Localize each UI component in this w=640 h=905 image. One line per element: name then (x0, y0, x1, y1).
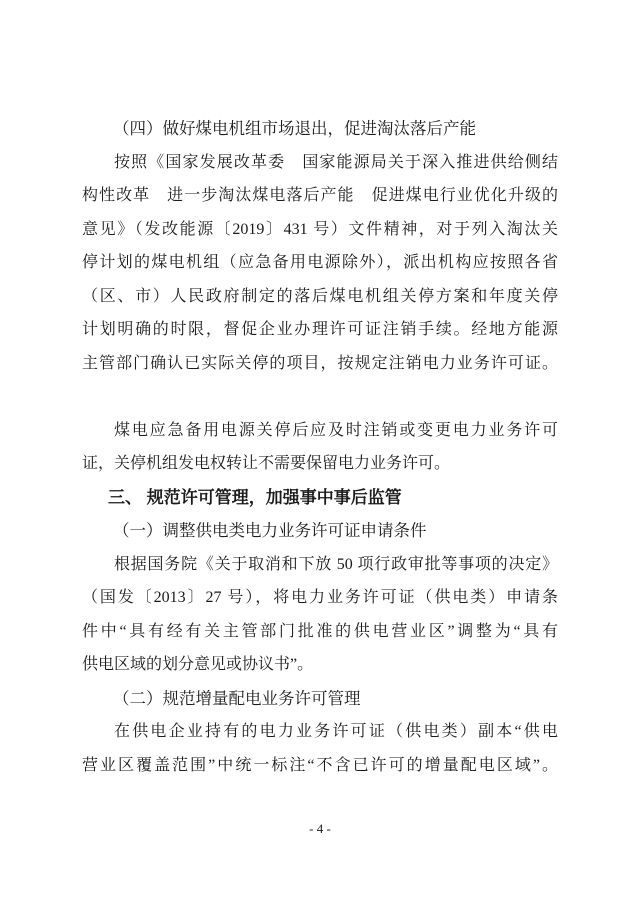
paragraph-coal-closure (82, 146, 558, 381)
section-heading-3: 三、 规范许可管理，加强事中事后监管 (108, 487, 402, 507)
subsection-heading-2: （二）规范增量配电业务许可管理 (113, 688, 361, 708)
text-line: 证，关停机组发电权转让不需要保留电力业务许可。 (82, 455, 451, 472)
page-number: - 4 - (309, 821, 331, 836)
text-line: 在供电企业持有的电力业务许可证（供电类）副本“供电 (114, 723, 558, 740)
text-line: 根据国务院《关于取消和下放 50 项行政审批等事项的决定》 (114, 555, 558, 573)
document-content (82, 112, 558, 782)
paragraph-license-condition (82, 548, 558, 682)
paragraph-incremental-distribution (82, 715, 558, 782)
blank-line (82, 380, 558, 414)
text-line: （区、市）人民政府制定的落后煤电机组关停方案和年度关停 (82, 287, 558, 305)
text-line: 按照《国家发展改革委 国家能源局关于深入推进供给侧结 (114, 153, 558, 171)
text-line: 停计划的煤电机组（应急备用电源除外），派出机构应按照各省 (82, 254, 558, 271)
text-line: 计划明确的时限，督促企业办理许可证注销手续。经地方能源 (82, 321, 558, 338)
text-line: （国发〔2013〕27 号），将电力业务许可证（供电类）申请条 (82, 589, 558, 606)
text-line: 意见》（发改能源〔2019〕431 号）文件精神，对于列入淘汰关 (82, 220, 558, 238)
text-line: 营业区覆盖范围”中统一标注“不含已许可的增量配电区域”。 (82, 756, 558, 774)
subsection-heading-1: （一）调整供电类电力业务许可证申请条件 (113, 521, 427, 540)
paragraph-emergency-backup (82, 414, 558, 481)
text-line: 件中“具有经有关主管部门批准的供电营业区”调整为“具有 (82, 622, 558, 640)
section-heading-4: （四）做好煤电机组市场退出，促进淘汰落后产能 (113, 119, 476, 138)
text-line: 煤电应急备用电源关停后应及时注销或变更电力业务许可 (114, 421, 558, 439)
text-line: 供电区域的划分意见或协议书”。 (82, 656, 314, 673)
text-line: 主管部门确认已实际关停的项目，按规定注销电力业务许可证。 (82, 354, 558, 372)
text-line: 构性改革 进一步淘汰煤电落后产能 促进煤电行业优化升级的 (82, 187, 558, 204)
